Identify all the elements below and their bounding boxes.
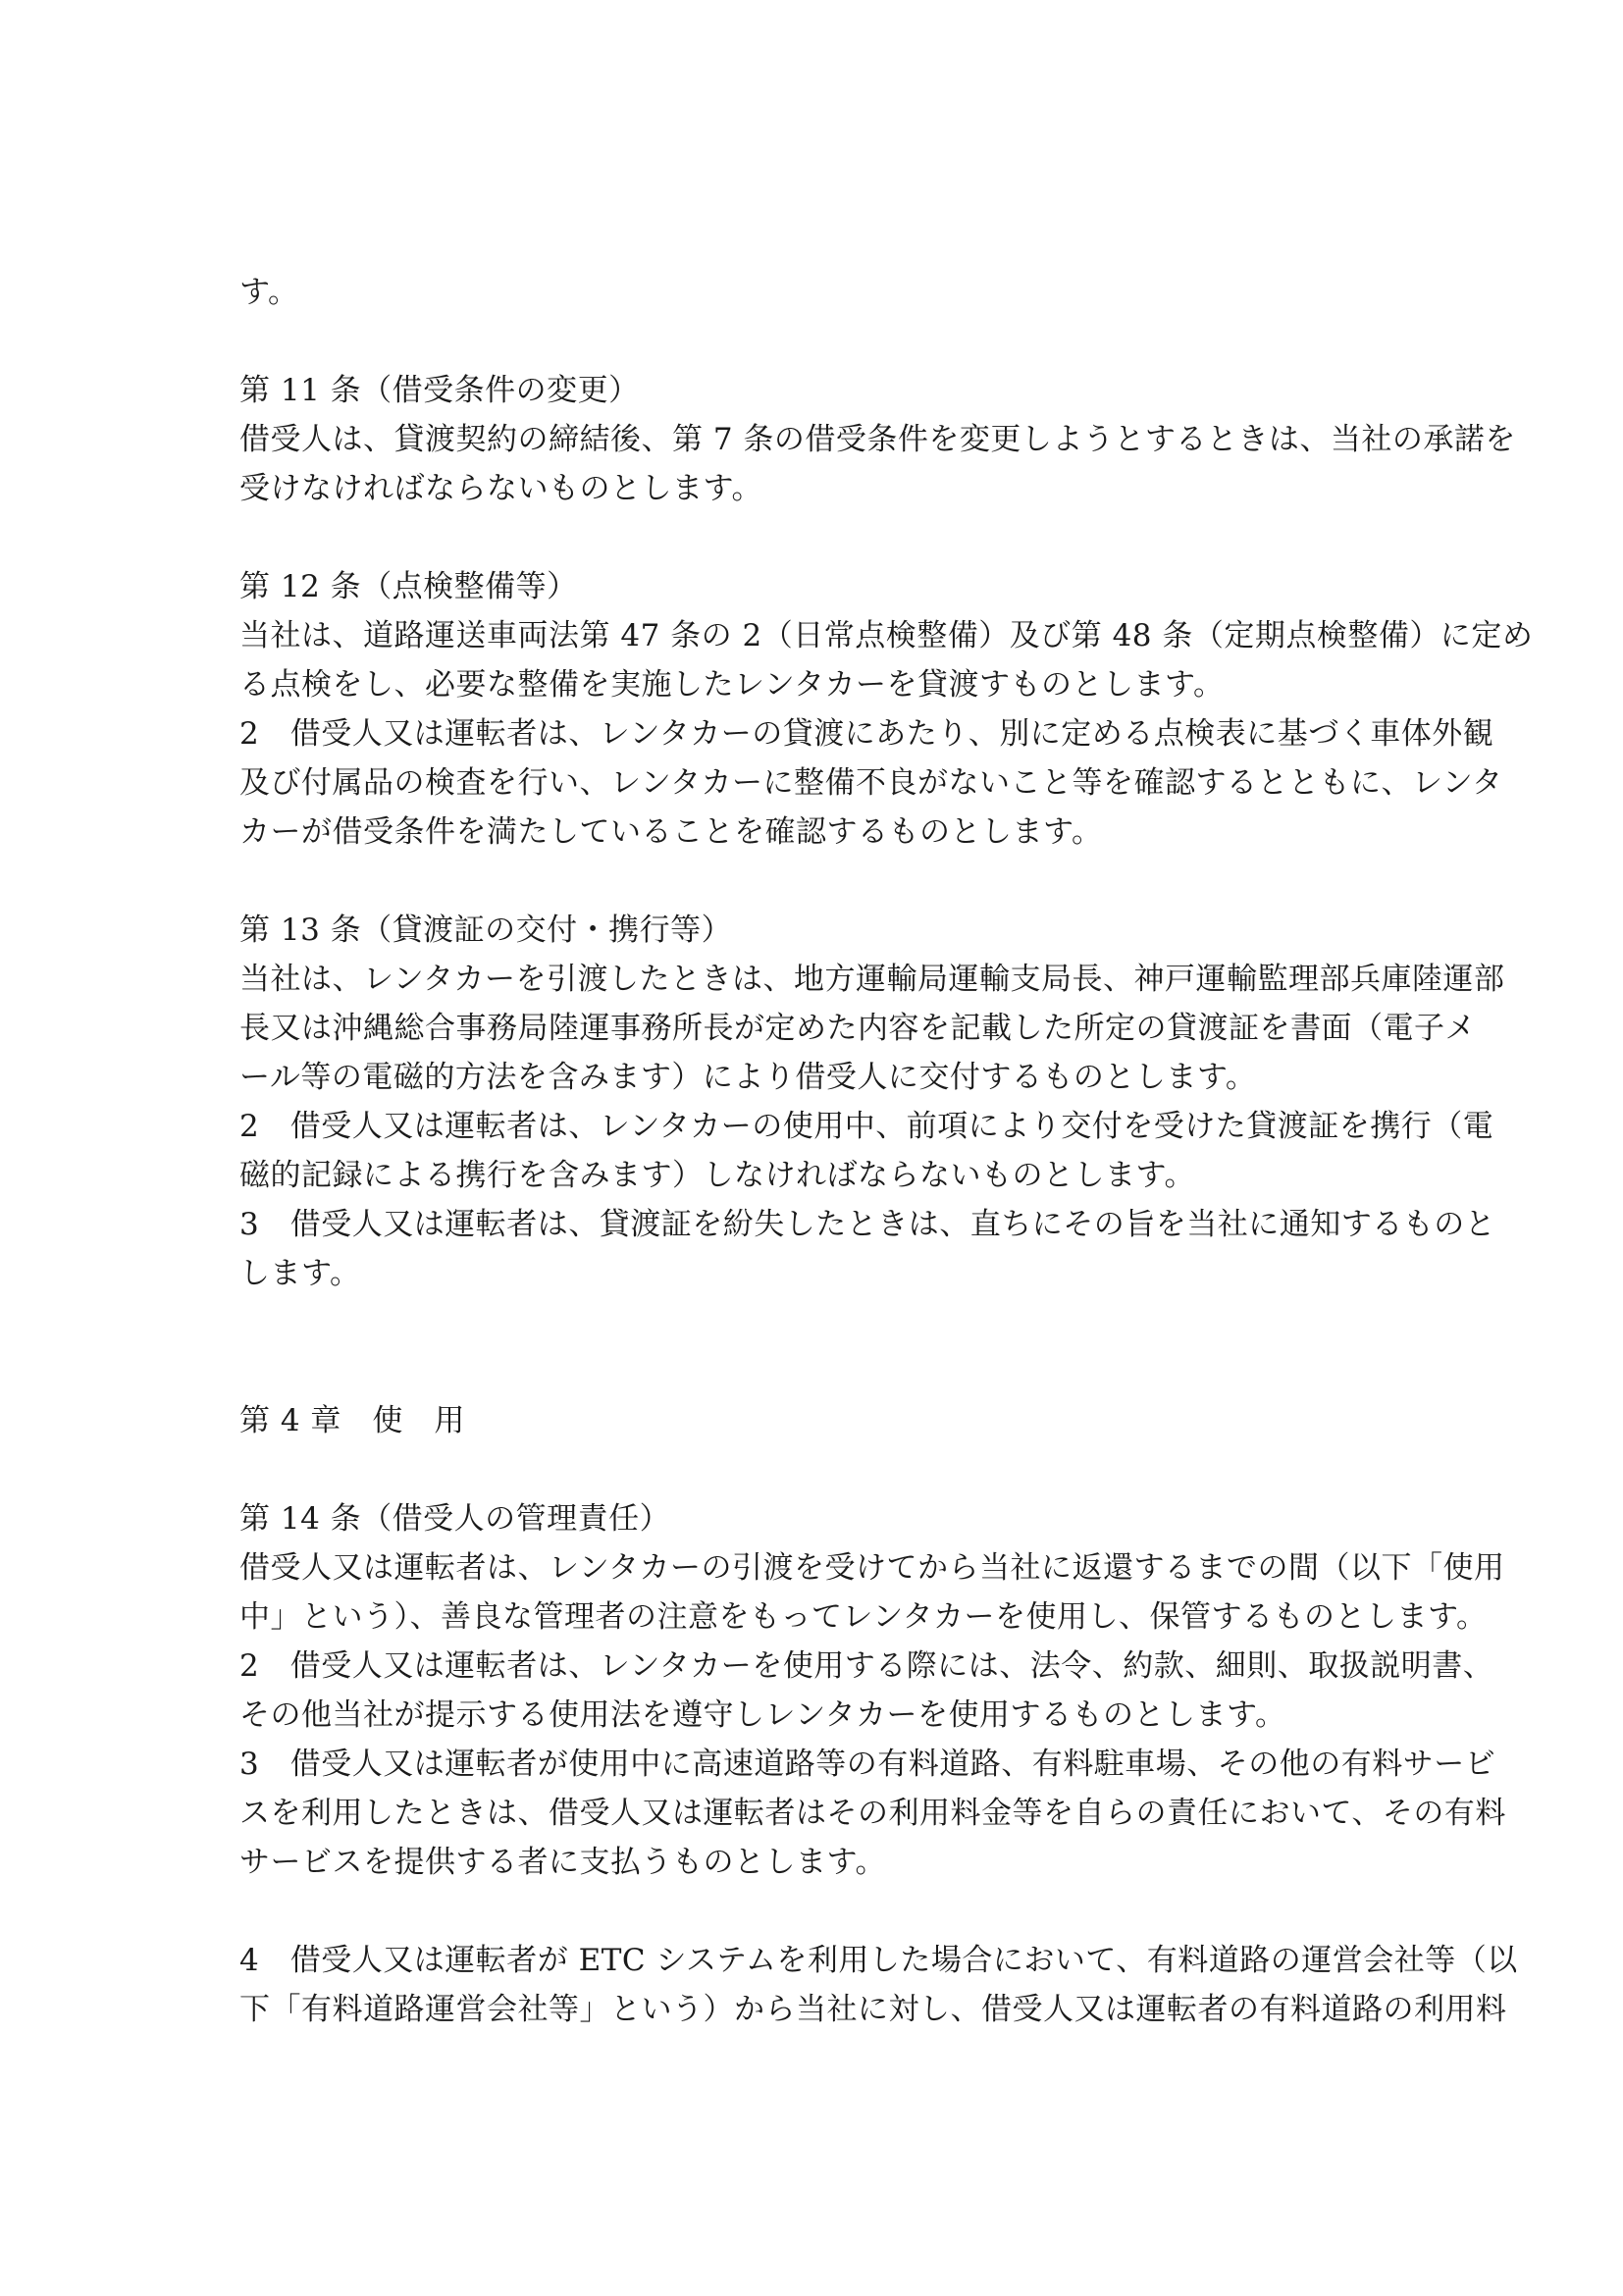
article-heading: 第 13 条（貸渡証の交付・携行等） — [239, 913, 733, 948]
text-line: します。 — [239, 1256, 361, 1291]
text-line: 受けなければならないものとします。 — [239, 471, 763, 506]
text-line: 2 借受人又は運転者は、レンタカーの貸渡にあたり、別に定める点検表に基づく車体外観 — [239, 716, 1494, 752]
text-line: 3 借受人又は運転者は、貸渡証を紛失したときは、直ちにその旨を当社に通知するものと — [239, 1207, 1496, 1242]
text-line: 2 借受人又は運転者は、レンタカーを使用する際には、法令、約款、細則、取扱説明書、 — [239, 1648, 1494, 1684]
text-line: す。 — [239, 275, 299, 310]
text-line: スを利用したときは、借受人又は運転者はその利用料金等を自らの責任において、その有料 — [239, 1796, 1506, 1831]
text-line: 中」という）、善良な管理者の注意をもってレンタカーを使用し、保管するものとします。 — [239, 1599, 1488, 1635]
article-heading: 第 14 条（借受人の管理責任） — [239, 1501, 671, 1537]
text-line: 4 借受人又は運転者が ETC システムを利用した場合において、有料道路の運営会社等（以 — [239, 1943, 1518, 1978]
text-line: カーが借受条件を満たしていることを確認するものとします。 — [239, 814, 1103, 850]
text-line: 長又は沖縄総合事務局陸運事務所長が定めた内容を記載した所定の貸渡証を書面（電子メ — [239, 1011, 1476, 1046]
text-line: ール等の電磁的方法を含みます）により借受人に交付するものとします。 — [239, 1060, 1257, 1095]
text-line: その他当社が提示する使用法を遵守しレンタカーを使用するものとします。 — [239, 1697, 1286, 1733]
article-heading: 第 11 条（借受条件の変更） — [239, 373, 640, 408]
text-line: 下「有料道路運営会社等」という）から当社に対し、借受人又は運転者の有料道路の利用料 — [239, 1992, 1507, 2027]
text-line: 2 借受人又は運転者は、レンタカーの使用中、前項により交付を受けた貸渡証を携行（電 — [239, 1109, 1494, 1144]
text-line: 磁的記録による携行を含みます）しなければならないものとします。 — [239, 1158, 1196, 1193]
text-line: 3 借受人又は運転者が使用中に高速道路等の有料道路、有料駐車場、その他の有料サービ — [239, 1747, 1496, 1782]
text-line: る点検をし、必要な整備を実施したレンタカーを貸渡すものとします。 — [239, 667, 1225, 703]
chapter-heading: 第 4 章 使 用 — [239, 1403, 465, 1438]
text-line: 借受人は、貸渡契約の締結後、第 7 条の借受条件を変更しようとするときは、当社の承諾を — [239, 422, 1516, 457]
text-line: 借受人又は運転者は、レンタカーの引渡を受けてから当社に返還するまでの間（以下「使用 — [239, 1550, 1505, 1586]
text-line: 当社は、レンタカーを引渡したときは、地方運輸局運輸支局長、神戸運輸監理部兵庫陸運部 — [239, 962, 1505, 997]
text-line: 当社は、道路運送車両法第 47 条の 2（日常点検整備）及び第 48 条（定期点検整備）に定め — [239, 618, 1534, 653]
article-heading: 第 12 条（点検整備等） — [239, 569, 578, 604]
text-line: 及び付属品の検査を行い、レンタカーに整備不良がないこと等を確認するとともに、レンタ — [239, 765, 1503, 801]
text-line: サービスを提供する者に支払うものとします。 — [239, 1845, 887, 1880]
